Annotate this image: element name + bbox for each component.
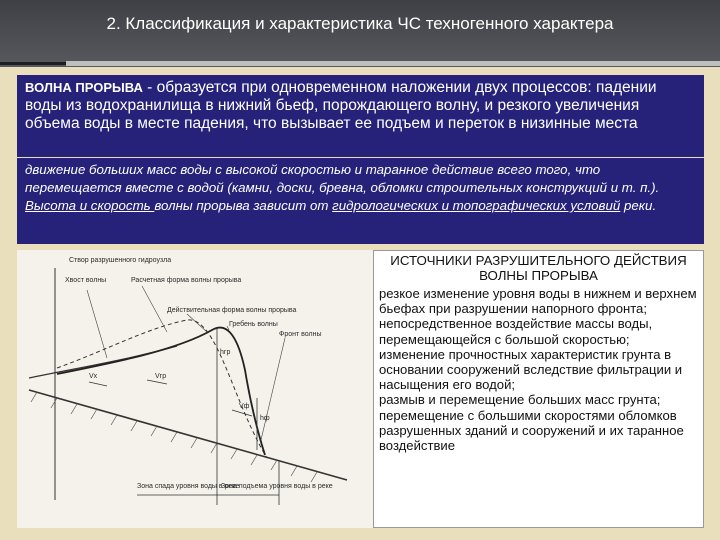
sources-item: изменение прочностных характеристик грунта в основании сооружений вследствие фильтрации и насыщения его водой; [379,346,683,393]
label-tail: Хвост волны [65,277,107,284]
sources-item: размыв и перемещение больших масс грунта; [379,392,661,408]
wave-diagram [17,250,373,528]
riverbed-hatching [31,392,317,482]
tail-leader [87,290,107,358]
front-velocity-arrow [232,410,252,416]
front-leader [261,338,285,440]
actual-leader [187,314,207,332]
definition-panel [17,75,704,157]
description-end: реки. [620,198,657,213]
description-line-1: движение больших масс воды с высокой скоростью и таранное действие всего того, что перемещается вместе с водой (камни, доски, бревна, обломки строительных конструкций и т. п.). [25,162,660,195]
label-vf: Vф [239,403,250,410]
label-vr: Vгр [155,373,167,380]
design-leader [142,286,167,332]
description-panel [17,158,704,244]
sources-item: перемещение с большими скоростями обломков разрушенных зданий и сооружений и их таранное воздействие [379,407,684,454]
actual-wave-line [57,328,265,455]
label-crest: Гребень волны [229,321,278,328]
slide-header [0,0,720,67]
label-zone-rise: Зона подъема уровня воды в реке [221,483,333,490]
description-line-2 [25,197,696,215]
header-divider-band [66,61,720,66]
slide-title: 2. Классификация и характеристика ЧС техногенного характера [106,14,614,33]
sources-title: ИСТОЧНИКИ РАЗРУШИТЕЛЬНОГО ДЕЙСТВИЯ ВОЛНЫ ПРОРЫВА [390,253,687,283]
riverbed-line [29,390,347,480]
label-zone-drop: Зона спада уровня воды в реке [137,483,240,490]
definition-text: - образуется при одновременном наложении двух процессов: падении воды из водохранилища в нижний бьеф, порождающего волну, и резкого увеличения объема воды в месте падения, что вызывает ее подъем и переток в низинные места [25,79,657,132]
label-hf: hф [260,415,270,422]
label-vx: Vх [89,373,98,380]
description-mid: волны прорыва зависит от [154,198,333,213]
description-underline-1: Высота и скорость [25,198,155,213]
sources-item: непосредственное воздействие массы воды, перемещающейся с большой скоростью; [379,316,653,347]
label-actual: Действительная форма волны прорыва [167,307,297,314]
label-front: Фронт волны [279,331,322,338]
crest-velocity-arrow [147,380,167,384]
tail-velocity-arrow [89,382,107,386]
label-design: Расчетная форма волны прорыва [131,277,242,284]
header-divider-left [0,62,66,65]
wave-diagram-svg [17,250,373,528]
sources-item: резкое изменение уровня воды в нижнем и верхнем бьефах при разрушении напорного фронта; [379,286,697,317]
definition-term: ВОЛНА ПРОРЫВА [25,80,143,95]
sources-box [373,250,704,528]
label-stvor: Створ разрушенного гидроузла [69,257,172,264]
label-hr: hгр [220,349,231,356]
description-underline-2: гидрологических и топографических условий [332,198,621,213]
